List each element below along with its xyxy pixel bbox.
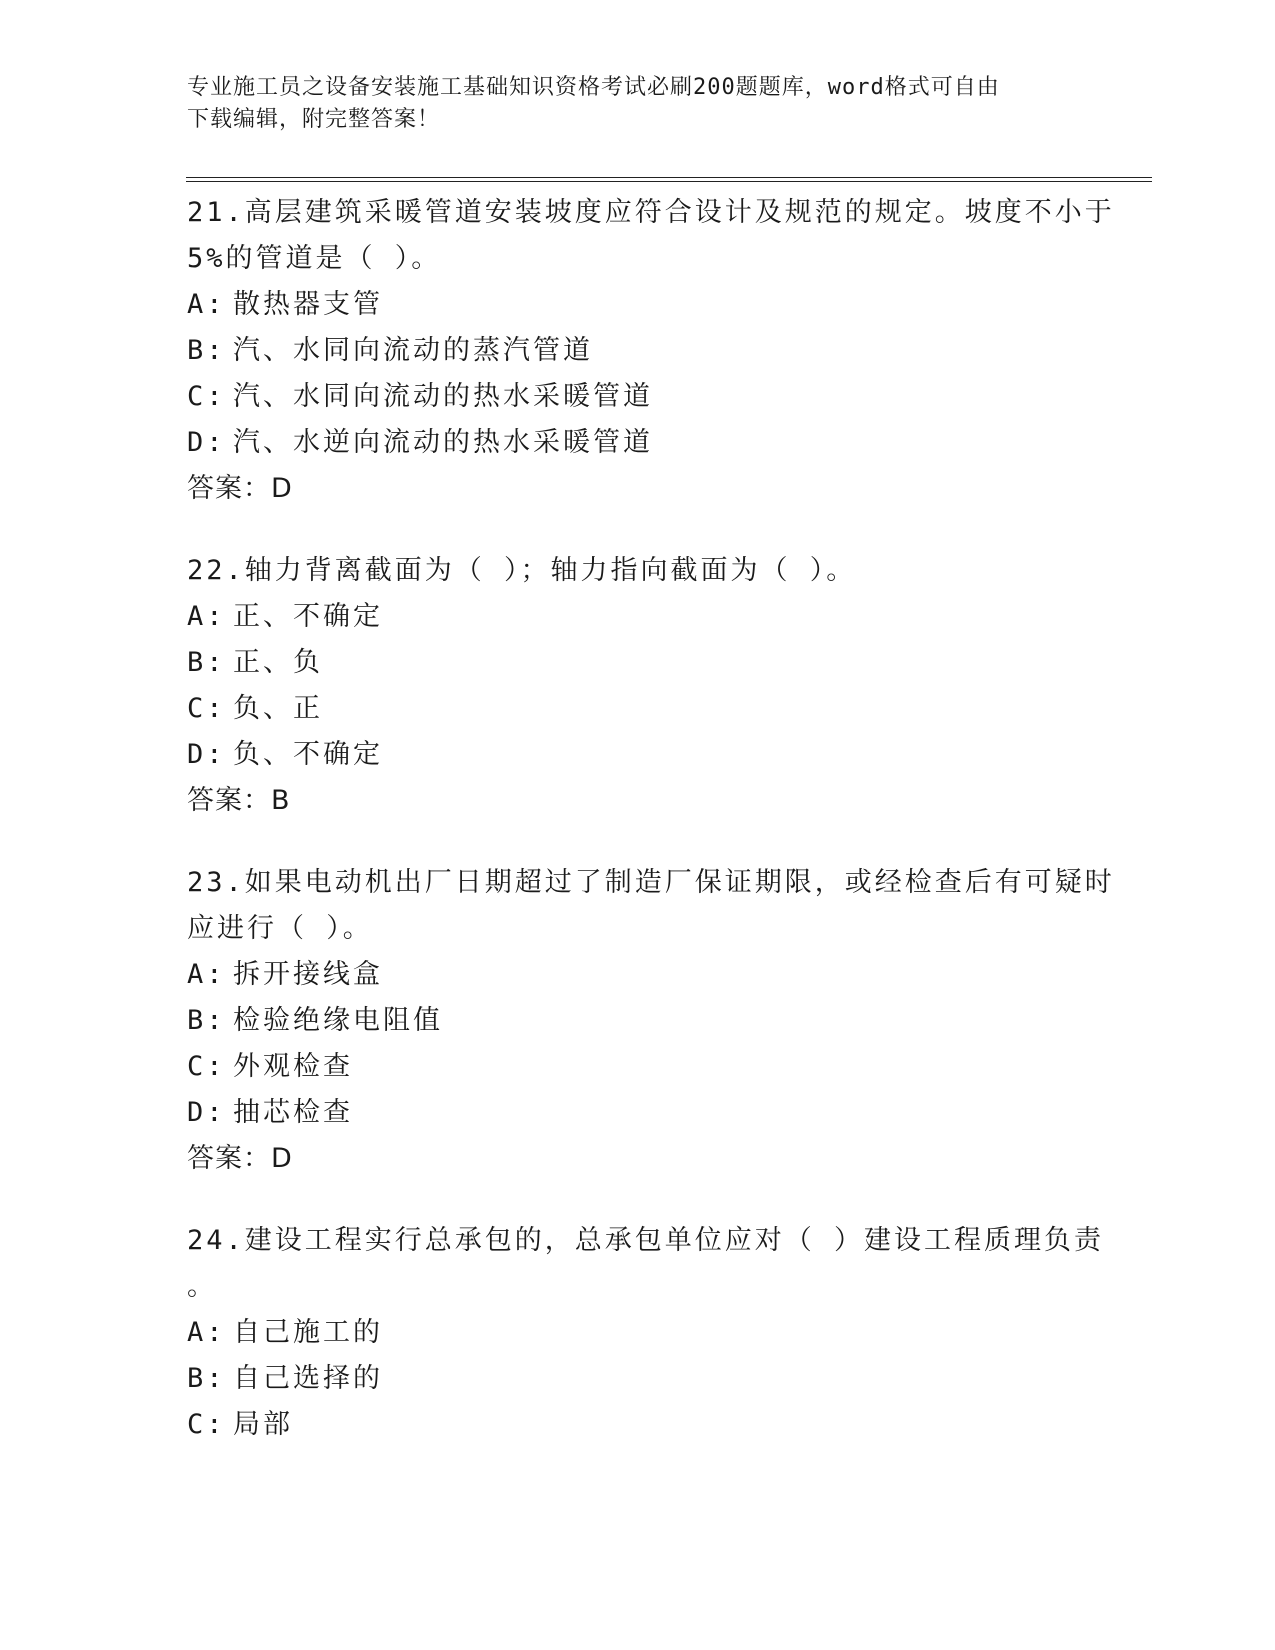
question-stem-line: 24.建设工程实行总承包的，总承包单位应对（ ）建设工程质理负责	[187, 1225, 1105, 1256]
option-a	[187, 952, 1087, 998]
question-stem-line: 22.轴力背离截面为（ ）；轴力指向截面为（ ）。	[187, 555, 857, 586]
option-text: 正、不确定	[233, 601, 383, 632]
question-23	[187, 860, 1115, 1182]
option-a	[187, 1310, 1087, 1356]
option-letter: C:	[187, 1409, 226, 1440]
option-text: 抽芯检查	[233, 1097, 353, 1128]
option-a	[187, 594, 1087, 640]
option-letter: B:	[187, 1363, 226, 1394]
option-text: 拆开接线盒	[233, 959, 383, 990]
option-text: 负、不确定	[233, 739, 383, 770]
option-letter: C:	[187, 381, 226, 412]
question-21	[187, 190, 1115, 512]
answer-label: 答案：D	[187, 473, 293, 504]
option-letter: B:	[187, 1005, 226, 1036]
question-stem-line: 。	[187, 1271, 217, 1302]
answer-label: 答案：B	[187, 785, 291, 816]
question-stem-line: 应进行（ ）。	[187, 913, 373, 944]
option-letter: D:	[187, 427, 226, 458]
option-b	[187, 998, 1087, 1044]
option-b	[187, 640, 1087, 686]
question-list	[187, 190, 1115, 1484]
option-text: 散热器支管	[233, 289, 383, 320]
option-c	[187, 686, 1087, 732]
option-text: 负、正	[233, 693, 323, 724]
option-a	[187, 282, 1087, 328]
option-text: 检验绝缘电阻值	[233, 1005, 443, 1036]
option-c	[187, 1044, 1087, 1090]
option-letter: B:	[187, 335, 226, 366]
answer-label: 答案：D	[187, 1143, 293, 1174]
option-d	[187, 1090, 1087, 1136]
option-text: 汽、水逆向流动的热水采暖管道	[233, 427, 653, 458]
option-text: 汽、水同向流动的热水采暖管道	[233, 381, 653, 412]
option-c	[187, 374, 1087, 420]
question-stem-line: 5%的管道是（ ）。	[187, 243, 442, 274]
option-b	[187, 328, 1087, 374]
option-letter: A:	[187, 601, 226, 632]
option-d	[187, 732, 1087, 778]
option-text: 自己选择的	[233, 1363, 383, 1394]
header-line-2: 下载编辑，附完整答案！	[187, 107, 441, 132]
option-letter: A:	[187, 1317, 226, 1348]
option-letter: D:	[187, 1097, 226, 1128]
option-text: 正、负	[233, 647, 323, 678]
question-stem-line: 23.如果电动机出厂日期超过了制造厂保证期限，或经检查后有可疑时	[187, 867, 1115, 898]
question-stem-line: 21.高层建筑采暖管道安装坡度应符合设计及规范的规定。坡度不小于	[187, 197, 1115, 228]
header-line-1: 专业施工员之设备安装施工基础知识资格考试必刷200题题库，word格式可自由	[187, 75, 1000, 100]
option-b	[187, 1356, 1087, 1402]
question-24	[187, 1218, 1105, 1448]
document-header	[187, 72, 1087, 136]
option-d	[187, 420, 1087, 466]
option-letter: C:	[187, 693, 226, 724]
option-text: 局部	[233, 1409, 293, 1440]
option-text: 外观检查	[233, 1051, 353, 1082]
option-text: 汽、水同向流动的蒸汽管道	[233, 335, 593, 366]
option-letter: C:	[187, 1051, 226, 1082]
header-divider-top	[186, 177, 1152, 178]
option-letter: B:	[187, 647, 226, 678]
header-divider-bottom	[186, 181, 1152, 182]
question-22	[187, 548, 1087, 824]
option-c	[187, 1402, 1087, 1448]
option-letter: A:	[187, 289, 226, 320]
option-text: 自己施工的	[233, 1317, 383, 1348]
option-letter: D:	[187, 739, 226, 770]
option-letter: A:	[187, 959, 226, 990]
